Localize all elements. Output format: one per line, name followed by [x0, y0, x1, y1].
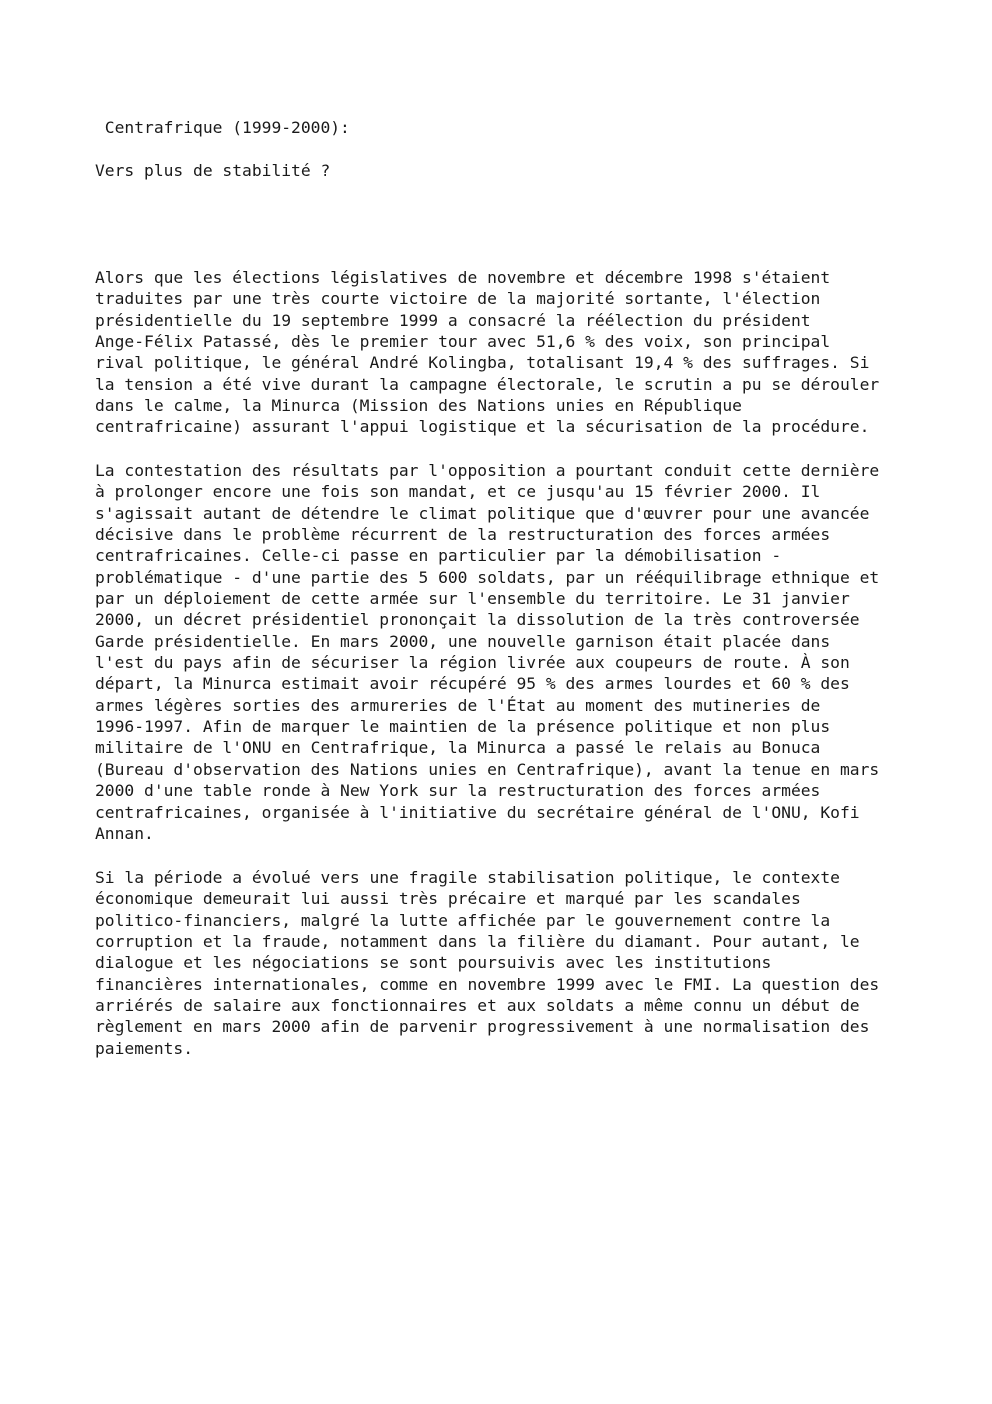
document-subtitle: Vers plus de stabilité ? [95, 161, 331, 180]
paragraph-2: La contestation des résultats par l'opposition a pourtant conduit cette dernière à prolonger encore une fois son mandat, et ce jusqu'au 15 février 2000. Il s'agissait autant de détendre le climat politique que d'œuvrer pour une avancée décisive dans le problème récurrent de la restructuration des forces armées centrafricaines. Celle-ci passe en particulier par la démobilisation - problématique - d'une partie des 5 600 soldats, par un rééquilibrage ethnique et par un déploiement de cette armée sur l'ensemble du territoire. Le 31 janvier 2000, un décret présidentiel prononçait la dissolution de la très controversée Garde présidentielle. En mars 2000, une nouvelle garnison était placée dans l'est du pays afin de sécuriser la région livrée aux coupeurs de route. À son départ, la Minurca estimait avoir récupéré 95 % des armes lourdes et 60 % des armes légères sorties des armureries de l'État au moment des mutineries de 1996-1997. Afin de marquer le maintien de la présence politique et non plus militaire de l'ONU en Centrafrique, la Minurca a passé le relais au Bonuca (Bureau d'observation des Nations unies en Centrafrique), avant la tenue en mars 2000 d'une table ronde à New York sur la restructuration des forces armées centrafricaines, organisée à l'initiative du secrétaire général de l'ONU, Kofi Annan. [95, 461, 880, 843]
paragraph-1: Alors que les élections législatives de novembre et décembre 1998 s'étaient traduites par une très courte victoire de la majorité sortante, l'élection présidentielle du 19 septembre 1999 a consacré la réélection du président Ange-Félix Patassé, dès le premier tour avec 51,6 % des voix, son principal rival politique, le général André Kolingba, totalisant 19,4 % des suffrages. Si la tension a été vive durant la campagne électorale, le scrutin a pu se dérouler dans le calme, la Minurca (Mission des Nations unies en République centrafricaine) assurant l'appui logistique et la sécurisation de la procédure. [95, 268, 880, 437]
paragraph-3: Si la période a évolué vers une fragile stabilisation politique, le contexte économique demeurait lui aussi très précaire et marqué par les scandales politico-financiers, malgré la lutte affichée par le gouvernement contre la corruption et la fraude, notamment dans la filière du diamant. Pour autant, le dialogue et les négociations se sont poursuivis avec les institutions financières internationales, comme en novembre 1999 avec le FMI. La question des arriérés de salaire aux fonctionnaires et aux soldats a même connu un début de règlement en mars 2000 afin de parvenir progressivement à une normalisation des paiements. [95, 868, 880, 1058]
document-title: Centrafrique (1999-2000): [95, 118, 350, 137]
